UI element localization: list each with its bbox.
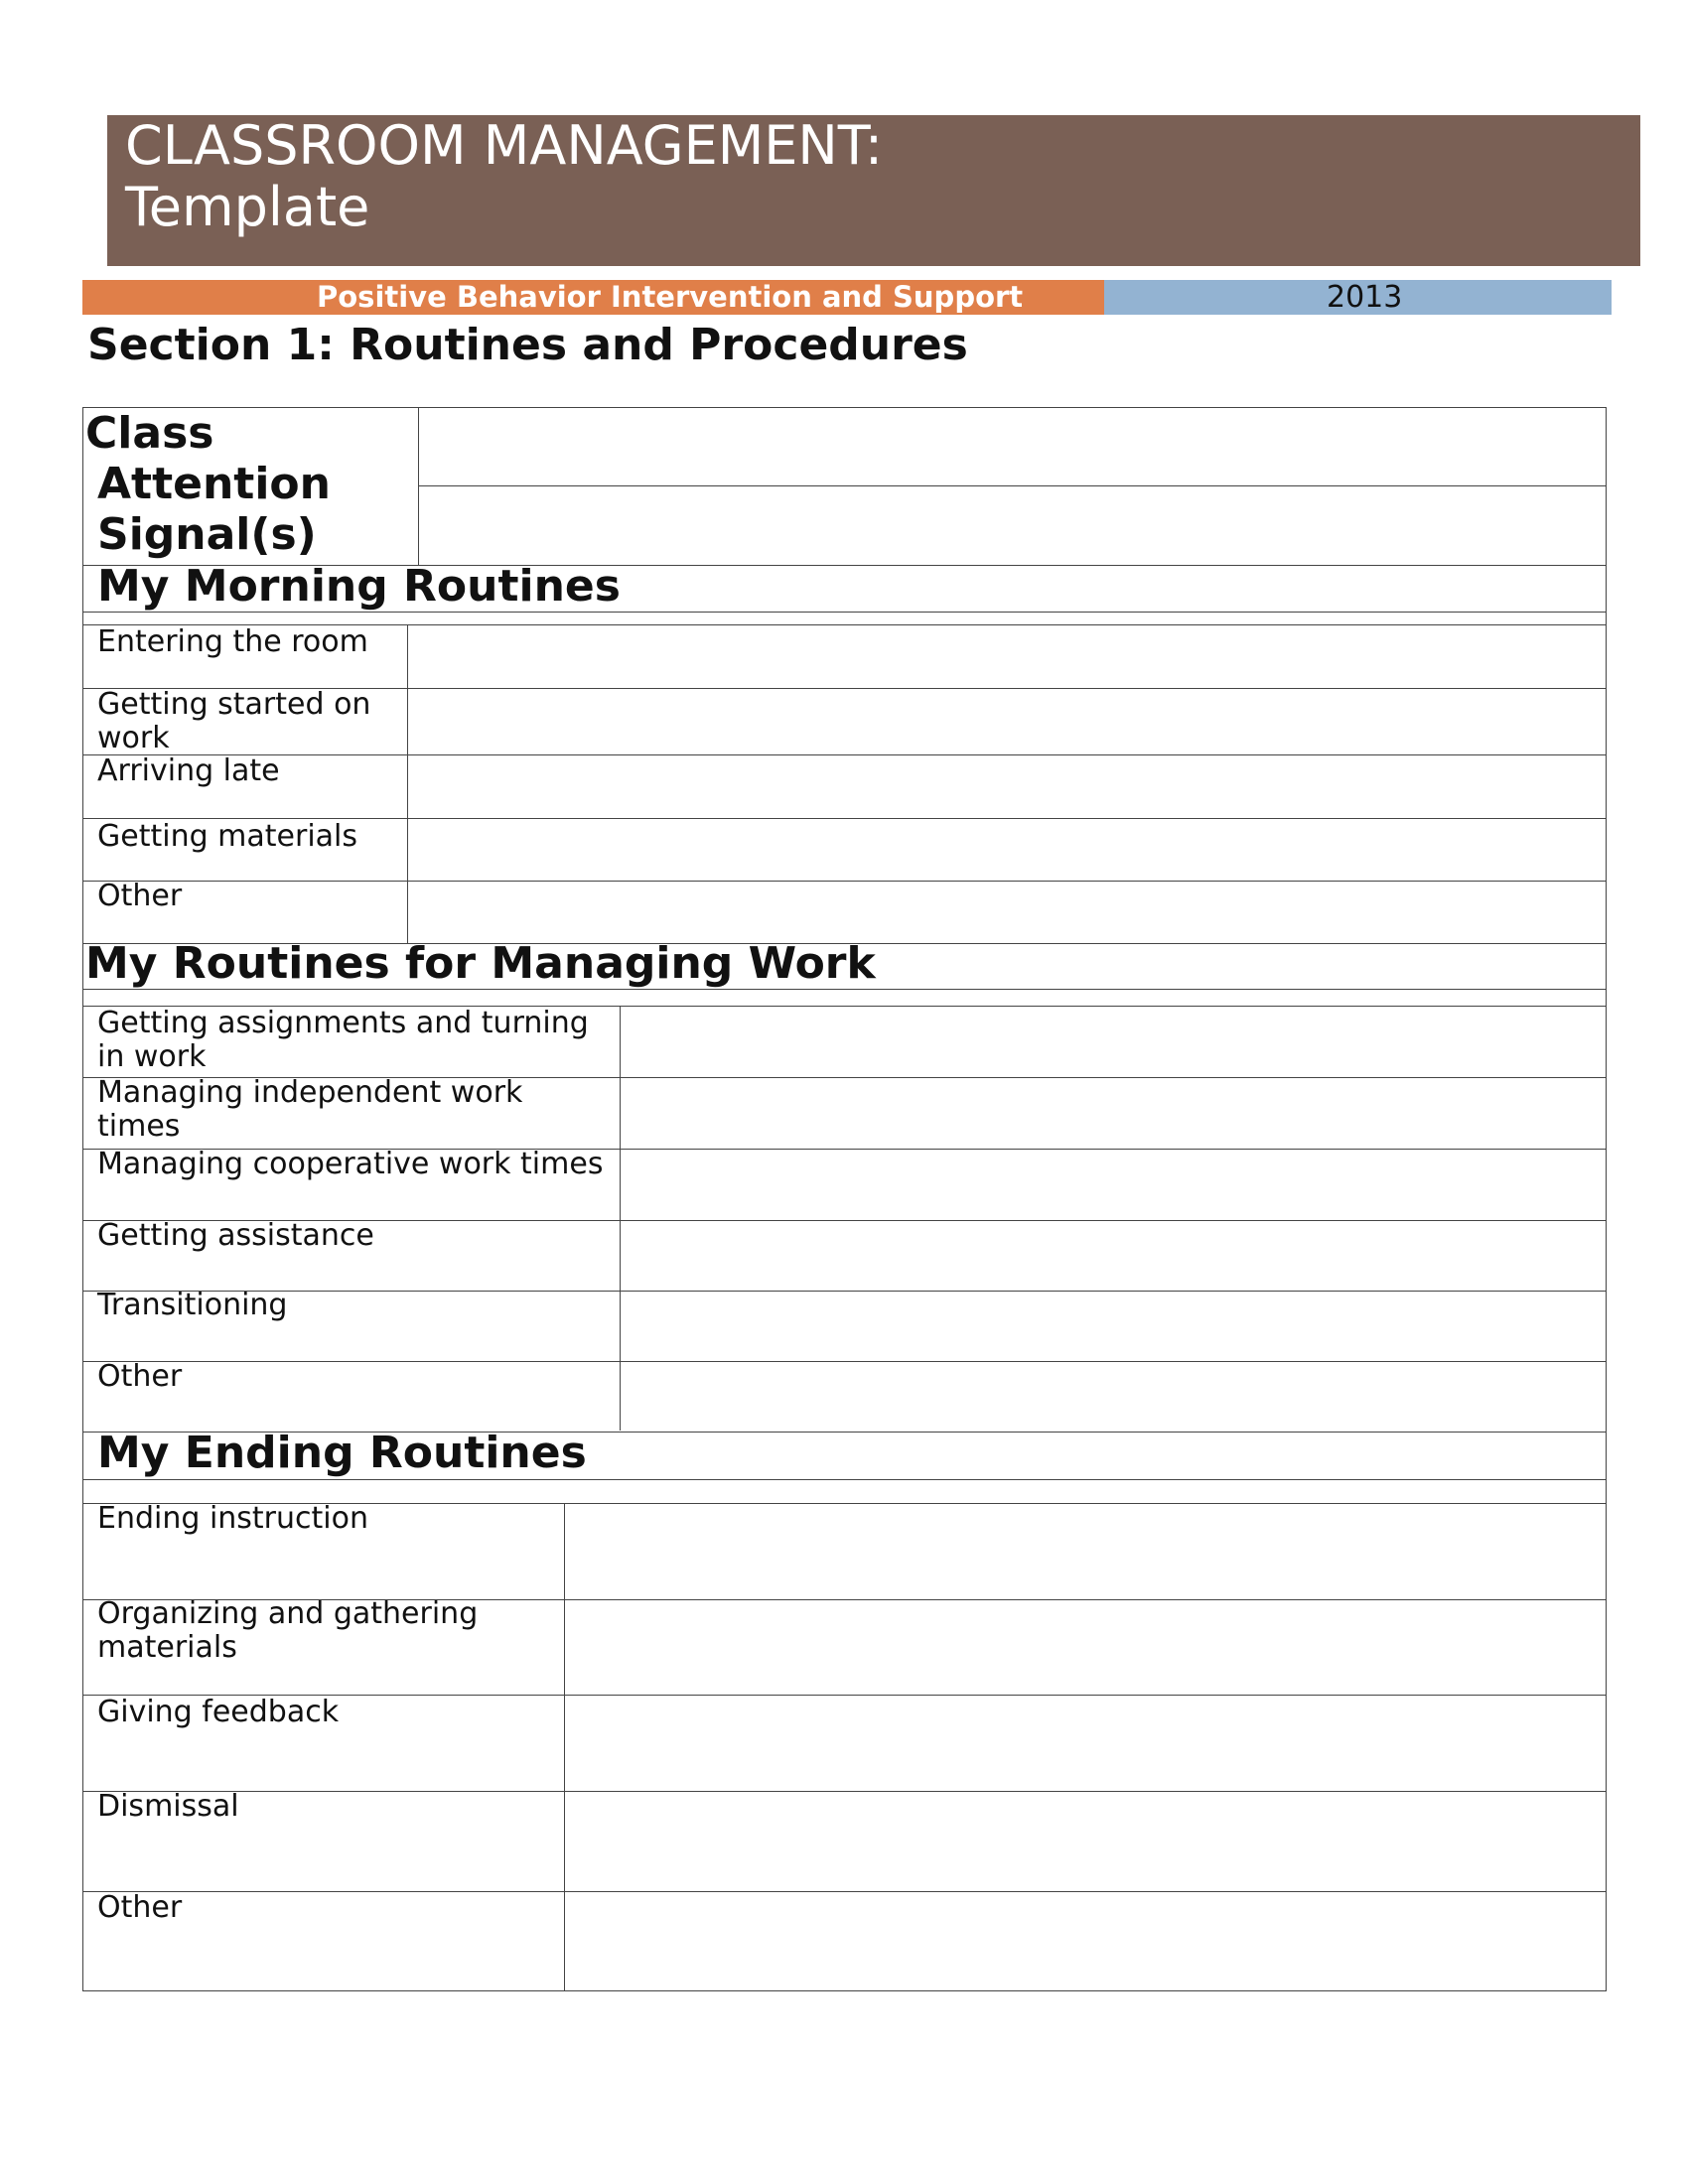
- document-subtitle: Template: [125, 176, 370, 238]
- document-title: CLASSROOM MANAGEMENT:: [125, 114, 884, 177]
- morning-row-label: Getting materials: [97, 819, 358, 854]
- morning-row-field[interactable]: [408, 755, 1606, 817]
- work-row-label: Transitioning: [97, 1288, 288, 1322]
- morning-row-label: Getting started on work: [97, 687, 371, 755]
- morning-row-field[interactable]: [408, 625, 1606, 687]
- attention-label-line3: Signal(s): [97, 509, 317, 560]
- section-title: Section 1: Routines and Procedures: [87, 320, 968, 370]
- morning-row-field[interactable]: [408, 689, 1606, 753]
- ending-row-label: Dismissal: [97, 1789, 239, 1824]
- work-heading-line-1: [82, 989, 1607, 990]
- work-row-field[interactable]: [621, 1292, 1606, 1361]
- ending-row-field[interactable]: [565, 1600, 1606, 1695]
- ending-row-field[interactable]: [565, 1892, 1606, 1989]
- ending-row-label: Organizing and gathering materials: [97, 1596, 479, 1665]
- ending-routines-heading: My Ending Routines: [97, 1428, 587, 1478]
- attention-label-line2: Attention: [97, 459, 331, 509]
- work-row-label: Getting assignments and turning in work: [97, 1006, 589, 1074]
- ending-row-field[interactable]: [565, 1792, 1606, 1890]
- ending-row-label: Giving feedback: [97, 1695, 340, 1729]
- morning-row-field[interactable]: [408, 882, 1606, 943]
- morning-row-label: Other: [97, 879, 183, 913]
- work-row-field[interactable]: [621, 1221, 1606, 1291]
- form-bottom-border: [82, 1990, 1607, 1991]
- morning-heading-line-1: [82, 612, 1607, 613]
- year-label: 2013: [1327, 280, 1403, 315]
- morning-row-field[interactable]: [408, 819, 1606, 881]
- ending-heading-line-1: [82, 1479, 1607, 1480]
- morning-row-label: Entering the room: [97, 624, 368, 659]
- work-row-field[interactable]: [621, 1078, 1606, 1148]
- work-row-label: Other: [97, 1359, 183, 1394]
- work-row-field[interactable]: [621, 1150, 1606, 1219]
- attention-label-line1: Class: [85, 408, 214, 459]
- ending-row-label: Other: [97, 1890, 183, 1925]
- morning-routines-heading: My Morning Routines: [97, 561, 621, 612]
- managing-work-heading: My Routines for Managing Work: [85, 938, 876, 989]
- ending-row-label: Ending instruction: [97, 1501, 368, 1536]
- work-row-field[interactable]: [621, 1007, 1606, 1076]
- form-left-border: [82, 407, 83, 1990]
- work-row-label: Managing cooperative work times: [97, 1147, 604, 1181]
- form-right-border: [1606, 407, 1607, 1990]
- work-row-label: Managing independent work times: [97, 1075, 523, 1144]
- program-name: Positive Behavior Intervention and Support: [317, 280, 1024, 314]
- ending-row-field[interactable]: [565, 1696, 1606, 1790]
- attention-signal-field-1[interactable]: [419, 408, 1606, 485]
- ending-row-field[interactable]: [565, 1504, 1606, 1598]
- attention-signal-label: [85, 408, 331, 560]
- work-row-label: Getting assistance: [97, 1218, 374, 1253]
- attention-signal-field-2[interactable]: [419, 486, 1606, 564]
- work-row-field[interactable]: [621, 1362, 1606, 1431]
- morning-row-label: Arriving late: [97, 753, 280, 788]
